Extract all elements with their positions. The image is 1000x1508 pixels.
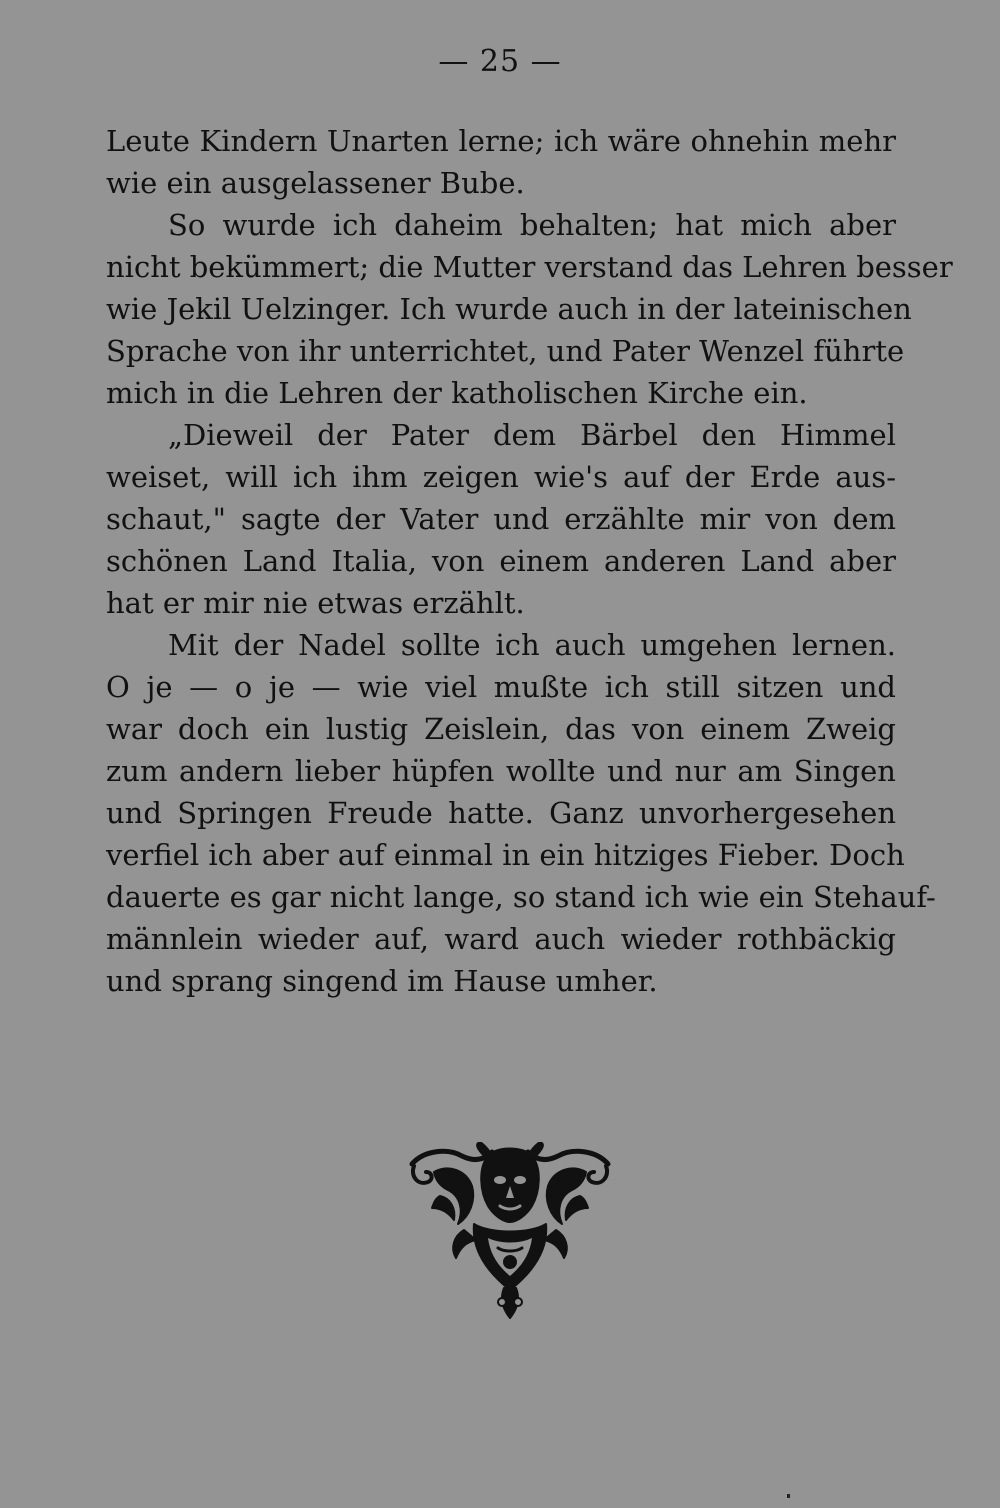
text-line: O je — o je — wie viel mußte ich still sitzen und xyxy=(106,670,896,704)
tailpiece-ornament-icon xyxy=(404,1142,616,1322)
text-line: verfiel ich aber auf einmal in ein hitziges Fieber. Doch xyxy=(106,838,905,872)
text-line: weiset, will ich ihm zeigen wie's auf der Erde aus- xyxy=(106,460,896,494)
text-line: und Springen Freude hatte. Ganz unvorhergesehen xyxy=(106,796,896,830)
text-line: wie ein ausgelassener Bube. xyxy=(106,166,525,200)
text-line: Leute Kindern Unarten lerne; ich wäre ohnehin mehr xyxy=(106,124,896,158)
text-line: wie Jekil Uelzinger. Ich wurde auch in der lateinischen xyxy=(106,292,912,326)
text-line: schaut," sagte der Vater und erzählte mir von dem xyxy=(106,502,896,536)
text-line: zum andern lieber hüpfen wollte und nur am Singen xyxy=(106,754,896,788)
text-line: war doch ein lustig Zeislein, das von einem Zweig xyxy=(106,712,896,746)
text-line: Sprache von ihr unterrichtet, und Pater Wenzel führte xyxy=(106,334,905,368)
text-line: Mit der Nadel sollte ich auch umgehen lernen. xyxy=(168,628,896,662)
text-line: und sprang singend im Hause umher. xyxy=(106,964,658,998)
text-line: hat er mir nie etwas erzählt. xyxy=(106,586,525,620)
text-line: dauerte es gar nicht lange, so stand ich wie ein Stehauf- xyxy=(106,880,936,914)
text-line: So wurde ich daheim behalten; hat mich aber xyxy=(168,208,896,242)
paper-speck xyxy=(787,1494,790,1498)
text-line: mich in die Lehren der katholischen Kirche ein. xyxy=(106,376,808,410)
text-line: schönen Land Italia, von einem anderen Land aber xyxy=(106,544,896,578)
text-line: nicht bekümmert; die Mutter verstand das Lehren besser xyxy=(106,250,953,284)
text-line: „Dieweil der Pater dem Bärbel den Himmel xyxy=(168,418,896,452)
body-text xyxy=(106,120,953,1002)
page-number: — 25 — xyxy=(438,44,562,79)
text-line: männlein wieder auf, ward auch wieder rothbäckig xyxy=(106,922,896,956)
